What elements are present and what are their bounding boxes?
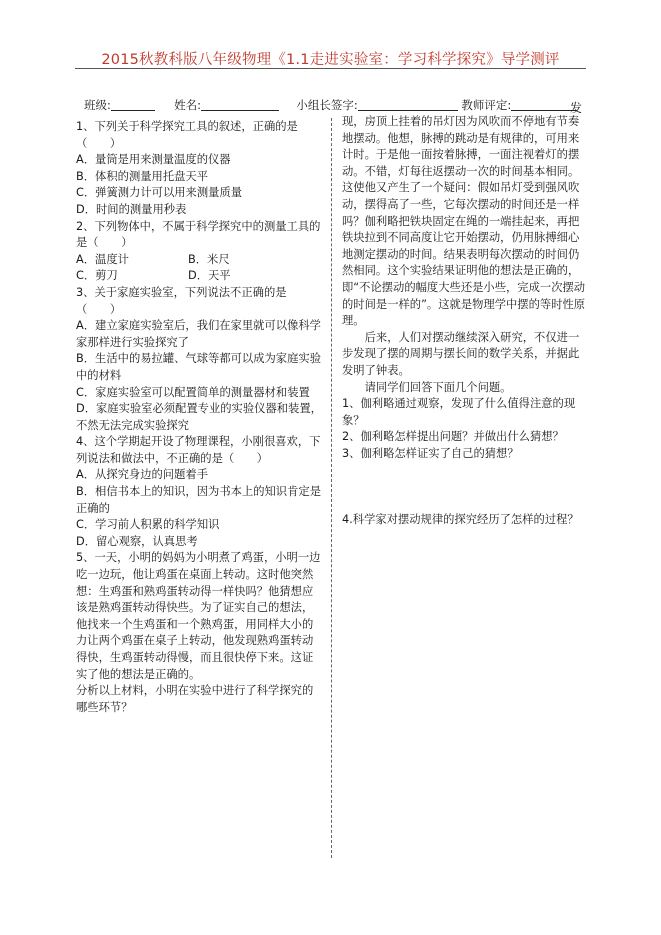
q1-option-a: A．量筒是用来测量温度的仪器 (76, 153, 231, 167)
q1-option-c: C．弹簧测力计可以用来测量质量 (76, 186, 243, 200)
name-field[interactable] (201, 98, 279, 111)
q3-option-b: B．生活中的易拉罐、气球等都可以成为家庭实验中的材料 (76, 352, 321, 382)
q2-options-row-1 (76, 252, 323, 269)
q3-option-d: D．家庭实验室必须配置专业的实验仪器和装置，不然无法完成实验探究 (76, 402, 322, 432)
leader-field[interactable] (358, 98, 458, 111)
teacher-label: 教师评定: (461, 98, 512, 112)
q2-stem: 2、下列物体中，不属于科学探究中的测量工具的是（ ） (76, 219, 321, 250)
q1-stem: 1、下列关于科学探究工具的叙述，正确的是（ ） (76, 120, 298, 150)
title-rule (75, 68, 586, 69)
class-field[interactable] (111, 98, 155, 111)
column-divider (331, 118, 332, 858)
q2-options-row-2 (76, 268, 323, 285)
q4-option-d: D．留心观察，认真思考 (76, 534, 198, 548)
right-question-2: 2、伽利略怎样提出问题？并做出什么猜想？ (342, 430, 564, 444)
q5-stem: 5、一天，小明的妈妈为小明煮了鸡蛋，小明一边吃一边玩，他让鸡蛋在桌面上转动。这时他突然想：生鸡蛋和熟鸡蛋转动得一样快吗？他猜想应该是熟鸡蛋转动得快些。为了证实自己的想法，他找来一个生鸡蛋和一个熟鸡蛋，用同样大小的力让两个鸡蛋在桌子上转动，他发现熟鸡蛋转动得快，生鸡蛋转动得慢，而且很快停下来。这证实了他的想法是正确的。 (76, 551, 321, 681)
q2-option-a: A．温度计 (76, 252, 129, 266)
left-column (76, 119, 323, 716)
page-title: 2015秋教科版八年级物理《1.1走进实验室：学习科学探究》导学测评 (101, 52, 560, 68)
right-question-4: 4.科学家对摆动规律的探究经历了怎样的过程？ (342, 513, 579, 527)
q2-option-d: D．天平 (188, 269, 231, 283)
q4-option-c: C．学习前人积累的科学知识 (76, 518, 220, 532)
q1-option-b: B．体积的测量用托盘天平 (76, 169, 209, 183)
passage-start: 发 (570, 101, 583, 115)
passage-paragraph-2: 后来，人们对摆动继续深入研究，不仅进一步发现了摆的周期与摆长间的数学关系，并据此发明了钟表。 (342, 330, 580, 377)
class-label: 班级: (84, 98, 111, 112)
leader-label: 小组长签字: (296, 98, 358, 112)
q3-option-a: A．建立家庭实验室后，我们在家里就可以像科学家那样进行实验探究了 (76, 319, 321, 349)
q4-option-b: B．相信书本上的知识，因为书本上的知识肯定是正确的 (76, 485, 321, 515)
q1-option-d: D．时间的测量用秒表 (76, 202, 187, 216)
info-line (84, 97, 584, 113)
right-question-1: 1、伽利略通过观察，发现了什么值得注意的现象？ (342, 397, 576, 427)
q2-option-c: C．剪刀 (76, 269, 118, 283)
q3-stem: 3、关于家庭实验室，下列说法不正确的是（ ） (76, 285, 287, 316)
q3-option-c: C．家庭实验室可以配置简单的测量器材和装置 (76, 385, 310, 399)
right-column (342, 114, 587, 529)
q4-option-a: A．从探究身边的问题着手 (76, 468, 208, 482)
q4-stem: 4、这个学期起开设了物理课程，小刚很喜欢，下列说法和做法中，不正确的是（ ） (76, 435, 321, 465)
passage-paragraph-1: 现，房顶上挂着的吊灯因为风吹而不停地有节奏地摆动。他想，脉搏的跳动是有规律的，可用来计时。于是他一面按着脉搏，一面注视着灯的摆动。不错，灯每往返摆动一次的时间基本相同。这使他又产生了一个疑问：假如吊灯受到强风吹动，摆得高了一些，它每次摆动的时间还是一样吗？伽利略把铁块固定在绳的一端挂起来，再把铁块拉到不同高度让它开始摆动，仍用脉搏细心地测定摆动的时间。结果表明每次摆动的时间仍然相同。这个实验结果证明他的想法是正确的，即“不论摆动的幅度大些还是小些，完成一次摆动的时间是一样的”。这就是物理学中摆的等时性原理。 (342, 115, 586, 328)
name-label: 姓名: (174, 98, 202, 112)
q5-ask: 分析以上材料，小明在实验中进行了科学探究的哪些环节？ (76, 684, 314, 714)
teacher-field[interactable] (511, 98, 577, 111)
answer-prompt: 请同学们回答下面几个问题。 (364, 380, 512, 394)
right-question-3: 3、伽利略怎样证实了自己的猜想？ (342, 446, 519, 460)
q2-option-b: B．米尺 (188, 252, 230, 266)
